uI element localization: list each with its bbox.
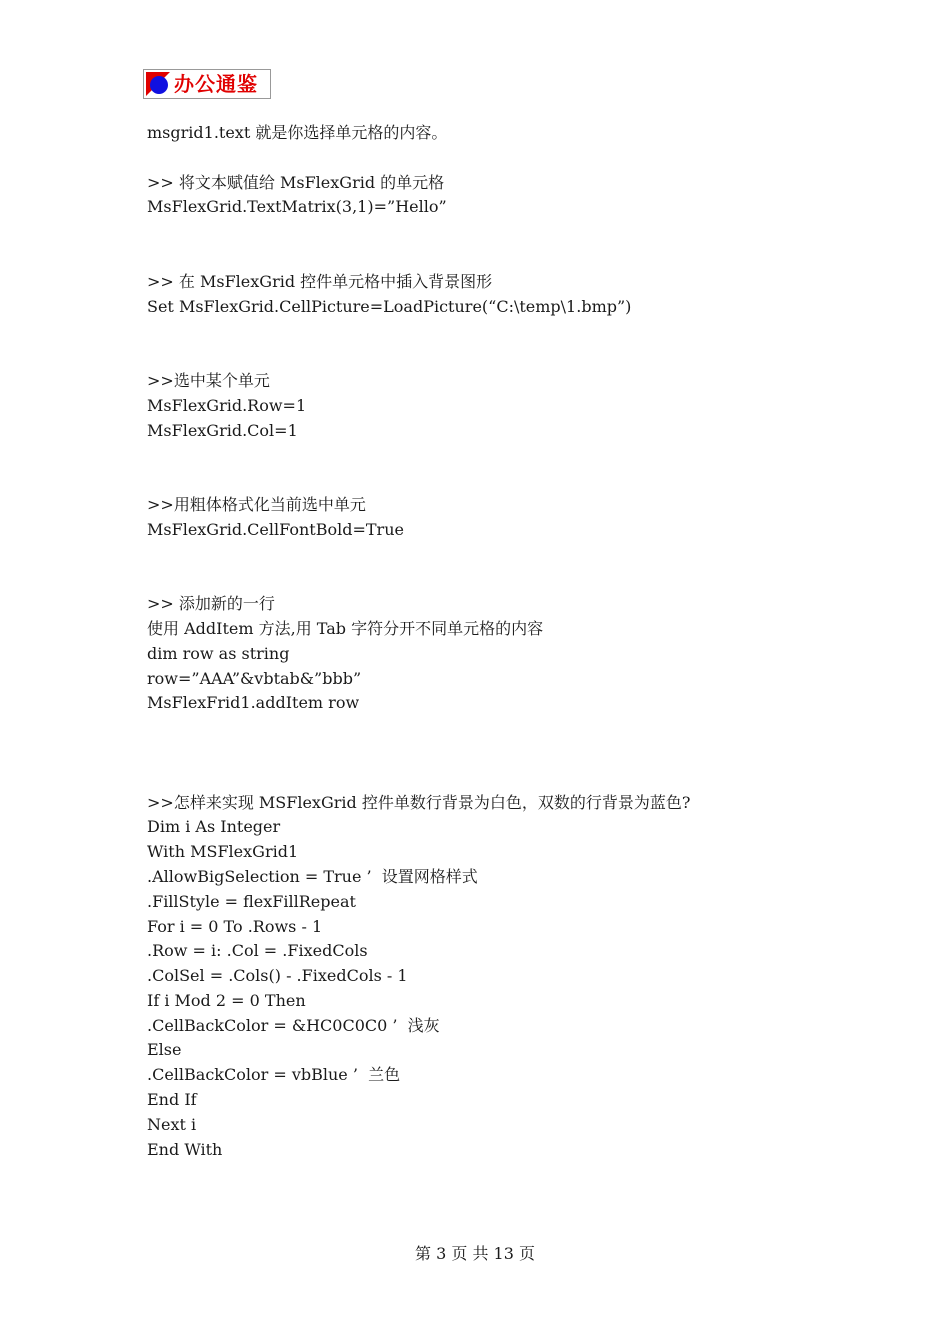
blank-line (147, 220, 847, 245)
text-line: 使用 AddItem 方法,用 Tab 字符分开不同单元格的内容 (147, 618, 544, 638)
text-line: .AllowBigSelection = True ’ 设置网格样式 (147, 866, 478, 886)
text-line: >>怎样来实现 MSFlexGrid 控件单数行背景为白色，双数的行背景为蓝色? (147, 792, 691, 812)
text-line: Else (147, 1040, 182, 1060)
blank-line (147, 543, 847, 568)
text-line: row=”AAA”&vbtab&”bbb” (147, 668, 362, 688)
text-line: MsFlexGrid.CellFontBold=True (147, 519, 404, 539)
text-line: .CellBackColor = &HC0C0C0 ’ 浅灰 (147, 1015, 440, 1035)
blank-line (147, 319, 847, 344)
text-line: >> 添加新的一行 (147, 594, 275, 614)
text-line: .FillStyle = flexFillRepeat (147, 891, 356, 911)
text-line: End With (147, 1139, 223, 1159)
blank-line (147, 146, 847, 171)
blank-line (147, 766, 847, 791)
text-line: msgrid1.text 就是你选择单元格的内容。 (147, 123, 448, 142)
text-line: .ColSel = .Cols() - .FixedCols - 1 (147, 966, 408, 986)
blank-line (147, 443, 847, 468)
blank-line (147, 716, 847, 741)
logo-mark-icon (146, 72, 170, 96)
text-line: For i = 0 To .Rows - 1 (147, 916, 323, 936)
blank-line (147, 344, 847, 369)
blank-line (147, 468, 847, 493)
blank-line (147, 567, 847, 592)
text-line: End If (147, 1090, 197, 1110)
logo (143, 69, 271, 99)
text-line: >> 在 MsFlexGrid 控件单元格中插入背景图形 (147, 271, 493, 291)
page-number: 第 3 页 共 13 页 (415, 1244, 535, 1263)
text-line: Dim i As Integer (147, 817, 281, 837)
text-line: With MSFlexGrid1 (147, 842, 299, 862)
text-line: MsFlexGrid.Row=1 (147, 395, 307, 415)
text-line: MsFlexFrid1.addItem row (147, 693, 360, 713)
document-body (147, 121, 847, 1162)
text-line: dim row as string (147, 643, 290, 663)
text-line: MsFlexGrid.TextMatrix(3,1)=”Hello” (147, 197, 447, 217)
text-line: If i Mod 2 = 0 Then (147, 990, 306, 1010)
text-line: >> 将文本赋值给 MsFlexGrid 的单元格 (147, 172, 445, 192)
logo-text: 办公通鉴 (174, 72, 258, 96)
blank-line (147, 245, 847, 270)
text-line: .Row = i: .Col = .FixedCols (147, 941, 368, 961)
blank-line (147, 741, 847, 766)
text-line: MsFlexGrid.Col=1 (147, 420, 298, 440)
text-line: >>选中某个单元 (147, 370, 270, 390)
text-line: Next i (147, 1114, 197, 1134)
text-line: Set MsFlexGrid.CellPicture=LoadPicture(“C:\temp\1.bmp”) (147, 296, 632, 316)
text-line: >>用粗体格式化当前选中单元 (147, 494, 366, 514)
text-line: .CellBackColor = vbBlue ’ 兰色 (147, 1065, 401, 1085)
